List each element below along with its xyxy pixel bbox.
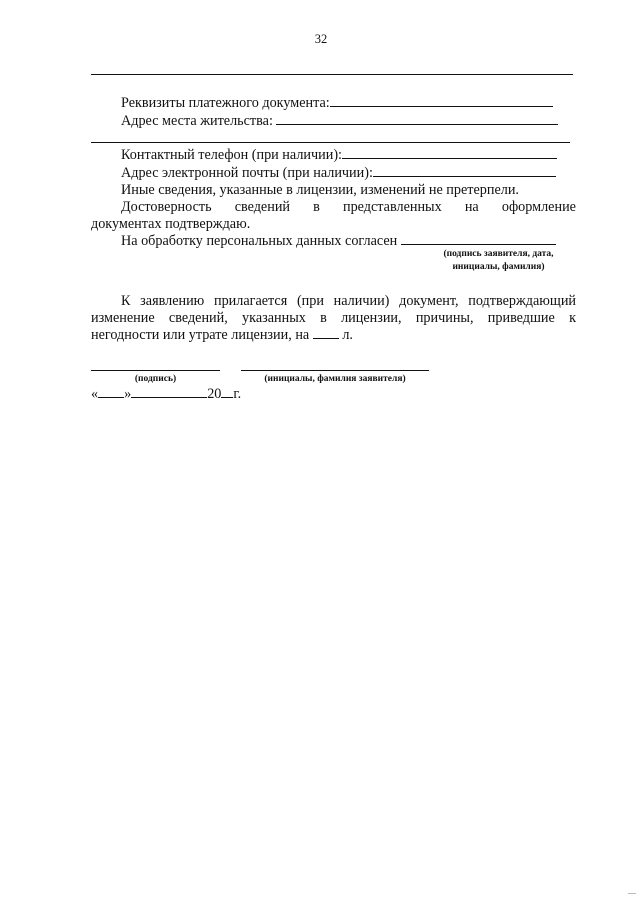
attachment-line-2-text: изменение сведений, указанных в лицензии, причины, приведшие к xyxy=(91,310,576,326)
attachment-line-3 xyxy=(91,326,353,344)
date-open-quote: « xyxy=(91,386,99,402)
phone-field[interactable] xyxy=(342,146,557,159)
signature-line[interactable] xyxy=(91,370,220,371)
attachment-line-1 xyxy=(121,292,576,310)
payment-doc-row xyxy=(121,94,553,112)
email-field[interactable] xyxy=(373,164,556,177)
page-number: 32 xyxy=(314,32,328,46)
phone-row xyxy=(121,146,557,164)
other-info-text: Иные сведения, указанные в лицензии, изменений не претерпели. xyxy=(121,182,519,198)
consent-label: На обработку персональных данных согласен xyxy=(121,233,398,249)
reliability-word: представленных xyxy=(343,199,442,215)
consent-caption-line-1: (подпись заявителя, дата, xyxy=(443,249,554,259)
consent-signature-field[interactable] xyxy=(401,232,556,245)
date-row xyxy=(91,385,241,403)
sheet-count-field[interactable] xyxy=(313,326,339,339)
payment-doc-field[interactable] xyxy=(330,94,553,107)
date-close-quote: » xyxy=(124,386,132,402)
address-label: Адрес места жительства: xyxy=(121,113,273,129)
name-line[interactable] xyxy=(241,370,429,371)
date-day-field[interactable] xyxy=(98,385,124,398)
name-caption: (инициалы, фамилия заявителя) xyxy=(264,374,406,384)
address-row xyxy=(121,112,558,130)
signature-caption: (подпись) xyxy=(134,374,177,384)
top-rule xyxy=(91,74,573,75)
reliability-word: в xyxy=(313,199,320,215)
payment-doc-label: Реквизиты платежного документа: xyxy=(121,95,330,111)
attachment-line-3-text: негодности или утрате лицензии, на xyxy=(91,327,310,343)
address-field[interactable] xyxy=(276,112,558,125)
reliability-word: Достоверность xyxy=(121,199,212,215)
attachment-line-2 xyxy=(91,309,576,327)
address-continuation-line xyxy=(91,142,570,143)
consent-caption-line-2: инициалы, фамилия) xyxy=(452,262,545,272)
reliability-line-1 xyxy=(121,198,576,216)
reliability-word: оформление xyxy=(501,199,576,215)
email-label: Адрес электронной почты (при наличии): xyxy=(121,165,373,181)
attachment-line-1-text: К заявлению прилагается (при наличии) документ, подтверждающий xyxy=(121,293,576,309)
date-year-suffix: г. xyxy=(233,386,242,402)
date-month-field[interactable] xyxy=(131,385,207,398)
date-year-field[interactable] xyxy=(221,385,233,398)
reliability-line-2: документах подтверждаю. xyxy=(91,216,251,232)
sheet-suffix: л. xyxy=(342,327,353,343)
reliability-word: сведений xyxy=(234,199,291,215)
scan-mark xyxy=(628,893,636,894)
email-row xyxy=(121,164,556,182)
reliability-word: на xyxy=(464,199,479,215)
phone-label: Контактный телефон (при наличии): xyxy=(121,147,342,163)
date-year-prefix: 20 xyxy=(207,386,222,402)
